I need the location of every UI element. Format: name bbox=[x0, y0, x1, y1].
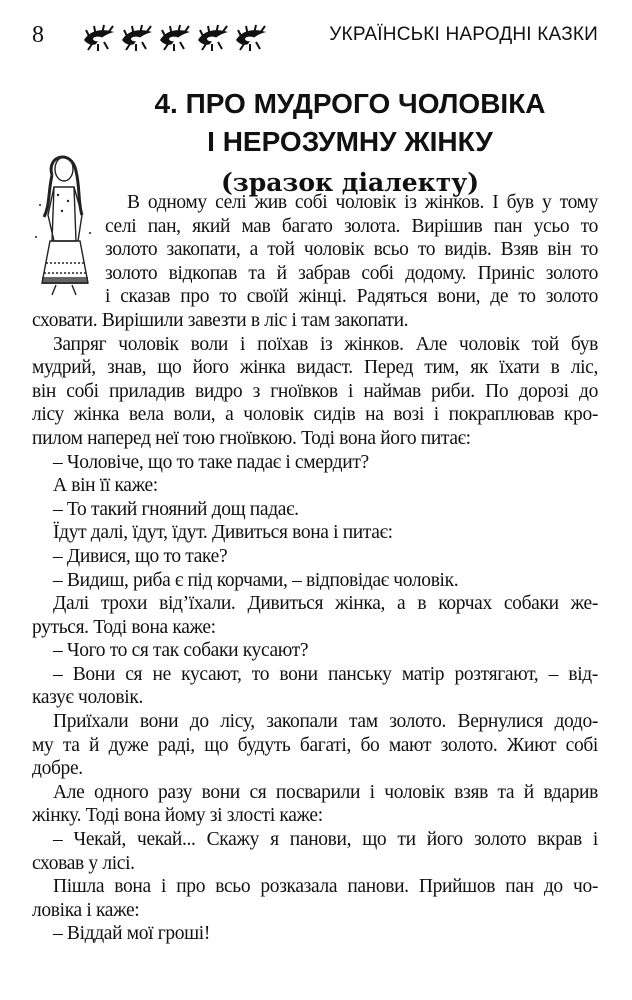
text-line: А він її каже: bbox=[53, 475, 158, 497]
text-line: мудрий, знав, що його жінка видаст. Перед тим, як їхати в ліс, bbox=[32, 357, 598, 379]
text-line: – Віддай мої гроші! bbox=[53, 923, 211, 945]
text-line: Приїхали вони до лісу, закопали там золото. Вернулися додо- bbox=[53, 711, 598, 733]
story-title-line-1: 4. ПРО МУДРОГО ЧОЛОВІКА bbox=[154, 88, 546, 119]
text-line: золото відкопав та й забрав собі додому. Приніс золото bbox=[105, 262, 598, 284]
text-line: руться. Тоді вона каже: bbox=[32, 616, 216, 638]
text-line: – Чоловіче, що то таке падає і смердит? bbox=[53, 451, 369, 473]
text-line: Їдут далі, їдут, їдут. Дивиться вона і питає: bbox=[53, 522, 393, 544]
text-line: – Видиш, риба є під корчами, – відповідає чоловік. bbox=[53, 569, 459, 591]
text-line: лісу жінка вела воли, а чоловік сидів на возі і покраплював кро- bbox=[32, 404, 598, 426]
text-line: і сказав про то своїй жінці. Радяться вони, де то золото bbox=[105, 286, 598, 308]
text-line: казує чоловік. bbox=[32, 687, 143, 709]
text-line: добре. bbox=[32, 758, 83, 780]
text-line: ловіка і каже: bbox=[32, 899, 140, 921]
text-line: В одному селі жив собі чоловік із жінков. І був у тому bbox=[127, 192, 598, 213]
text-line: сховати. Вирішили завезти в ліс і там закопати. bbox=[32, 309, 409, 331]
text-line: – Вони ся не кусают, то вони панську матір розтягают, – від- bbox=[53, 663, 598, 685]
text-line: пилом наперед неї тою гноївкою. Тоді вона його питає: bbox=[32, 427, 471, 449]
page-number: 8 bbox=[32, 22, 44, 48]
text-line: селі пан, який мав багато золота. Вирішив пан усьо то bbox=[105, 215, 598, 237]
story-title-line-2: І НЕРОЗУМНУ ЖІНКУ bbox=[207, 126, 493, 157]
ornament-icon bbox=[80, 22, 272, 52]
text-line: му та й дуже раді, що будуть багаті, бо мают золото. Жиют собі bbox=[32, 734, 598, 756]
text-line: він собі приладив видро з гноївков і наймав риби. По дорозі до bbox=[32, 380, 598, 402]
text-line: Запряг чоловік воли і поїхав із жінков. Але чоловік той був bbox=[53, 333, 598, 355]
text-line: жінку. Тоді вона йому зі злості каже: bbox=[32, 805, 323, 827]
text-line: сховав у лісі. bbox=[32, 852, 135, 874]
text-line: – Чого то ся так собаки кусают? bbox=[53, 640, 309, 662]
text-line: – То такий гнояний дощ падає. bbox=[53, 498, 299, 520]
text-line: Далі трохи від’їхали. Дивиться жінка, а в корчах собаки же- bbox=[53, 593, 598, 615]
running-title: УКРАЇНСЬКІ НАРОДНІ КАЗКИ bbox=[329, 24, 598, 45]
story-text bbox=[32, 191, 598, 946]
text-line: золото закопати, а той чоловік всьо то видів. Взяв він то bbox=[105, 239, 598, 261]
text-line: Пішла вона і про всьо розказала панови. Прийшов пан до чо- bbox=[53, 876, 598, 898]
story-subtitle: (зразок діалекту) bbox=[220, 168, 480, 197]
text-line: – Чекай, чекай... Скажу я панови, що ти його золото вкрав і bbox=[53, 829, 598, 851]
text-line: Але одного разу вони ся посварили і чоловік взяв та й вдарив bbox=[53, 781, 598, 803]
text-line: – Дивися, що то таке? bbox=[53, 545, 228, 567]
